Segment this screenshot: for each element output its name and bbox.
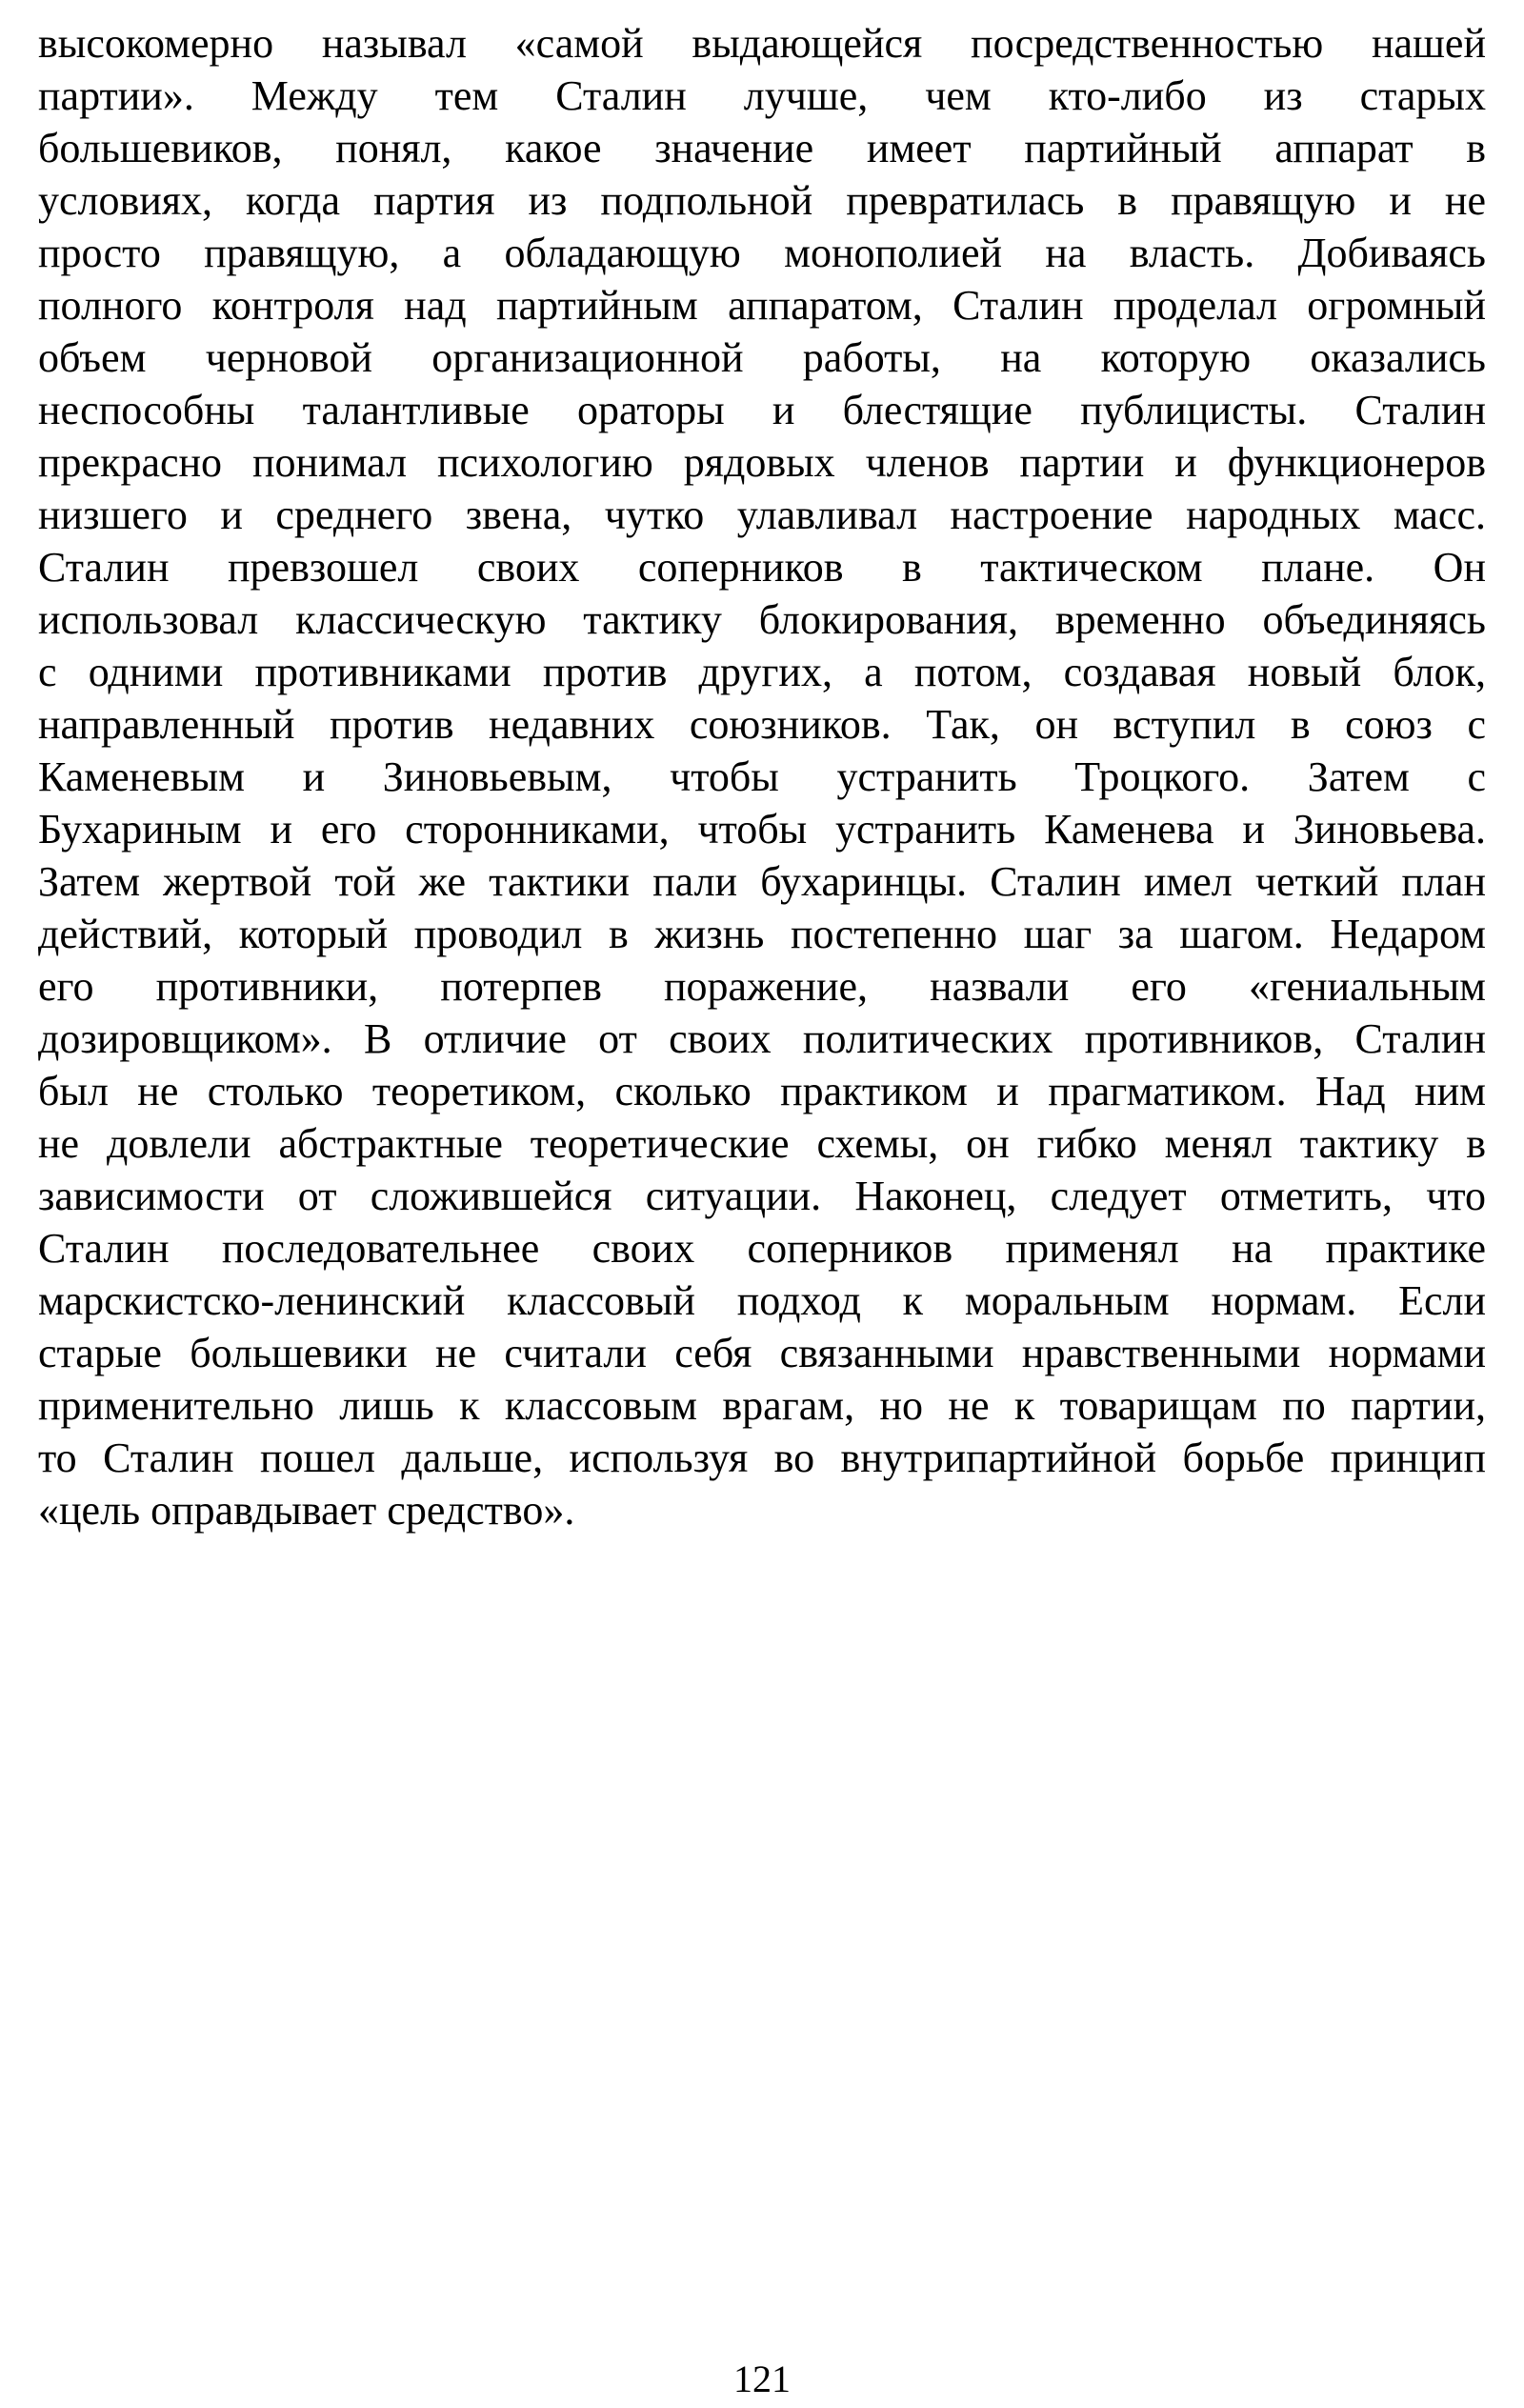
text-line: большевиков, понял, какое значение имеет партийный аппарат в [38, 125, 1486, 171]
page-number: 121 [733, 2358, 791, 2400]
text-line: условиях, когда партия из подпольной превратилась в правящую и не [38, 177, 1486, 224]
text-line: Сталин последовательнее своих соперников применял на практике [38, 1225, 1486, 1272]
text-line: высокомерно называл «самой выдающейся посредственностью нашей [38, 20, 1486, 67]
text-line: то Сталин пошел дальше, используя во внутрипартийной борьбе принцип [38, 1435, 1486, 1481]
text-line: с одними противниками против других, а потом, создавая новый блок, [38, 649, 1486, 695]
text-line: дозировщиком». В отличие от своих политических противников, Сталин [38, 1015, 1486, 1062]
text-line: его противники, потерпев поражение, назвали его «гениальным [38, 963, 1486, 1010]
text-line: использовал классическую тактику блокирования, временно объединяясь [38, 596, 1486, 643]
text-line: старые большевики не считали себя связанными нравственными нормами [38, 1330, 1486, 1376]
text-line: объем черновой организационной работы, на которую оказались [38, 334, 1486, 381]
text-line: зависимости от сложившейся ситуации. Наконец, следует отметить, что [38, 1173, 1486, 1219]
text-line: партии». Между тем Сталин лучше, чем кто-либо из старых [38, 72, 1486, 119]
text-line: был не столько теоретиком, сколько практиком и прагматиком. Над ним [38, 1068, 1486, 1114]
text-line: Бухариным и его сторонниками, чтобы устранить Каменева и Зиновьева. [38, 806, 1486, 853]
text-line: полного контроля над партийным аппаратом, Сталин проделал огромный [38, 282, 1486, 329]
text-line: неспособны талантливые ораторы и блестящие публицисты. Сталин [38, 387, 1486, 433]
text-line: Сталин превзошел своих соперников в тактическом плане. Он [38, 544, 1486, 591]
text-line: действий, который проводил в жизнь постепенно шаг за шагом. Недаром [38, 911, 1486, 957]
text-line: «цель оправдывает средство». [38, 1487, 575, 1534]
text-line: прекрасно понимал психологию рядовых членов партии и функционеров [38, 439, 1486, 486]
text-line: не довлели абстрактные теоретические схемы, он гибко менял тактику в [38, 1120, 1486, 1167]
text-line: направленный против недавних союзников. Так, он вступил в союз с [38, 701, 1486, 748]
text-line: просто правящую, а обладающую монополией на власть. Добиваясь [38, 230, 1486, 276]
text-line: низшего и среднего звена, чутко улавливал настроение народных масс. [38, 492, 1486, 538]
body-text [38, 17, 1486, 1536]
text-line: применительно лишь к классовым врагам, но не к товарищам по партии, [38, 1382, 1486, 1429]
text-line: Затем жертвой той же тактики пали бухаринцы. Сталин имел четкий план [38, 858, 1486, 905]
text-line: Каменевым и Зиновьевым, чтобы устранить Троцкого. Затем с [38, 753, 1486, 800]
text-line: марскистско-ленинский классовый подход к моральным нормам. Если [38, 1277, 1486, 1324]
